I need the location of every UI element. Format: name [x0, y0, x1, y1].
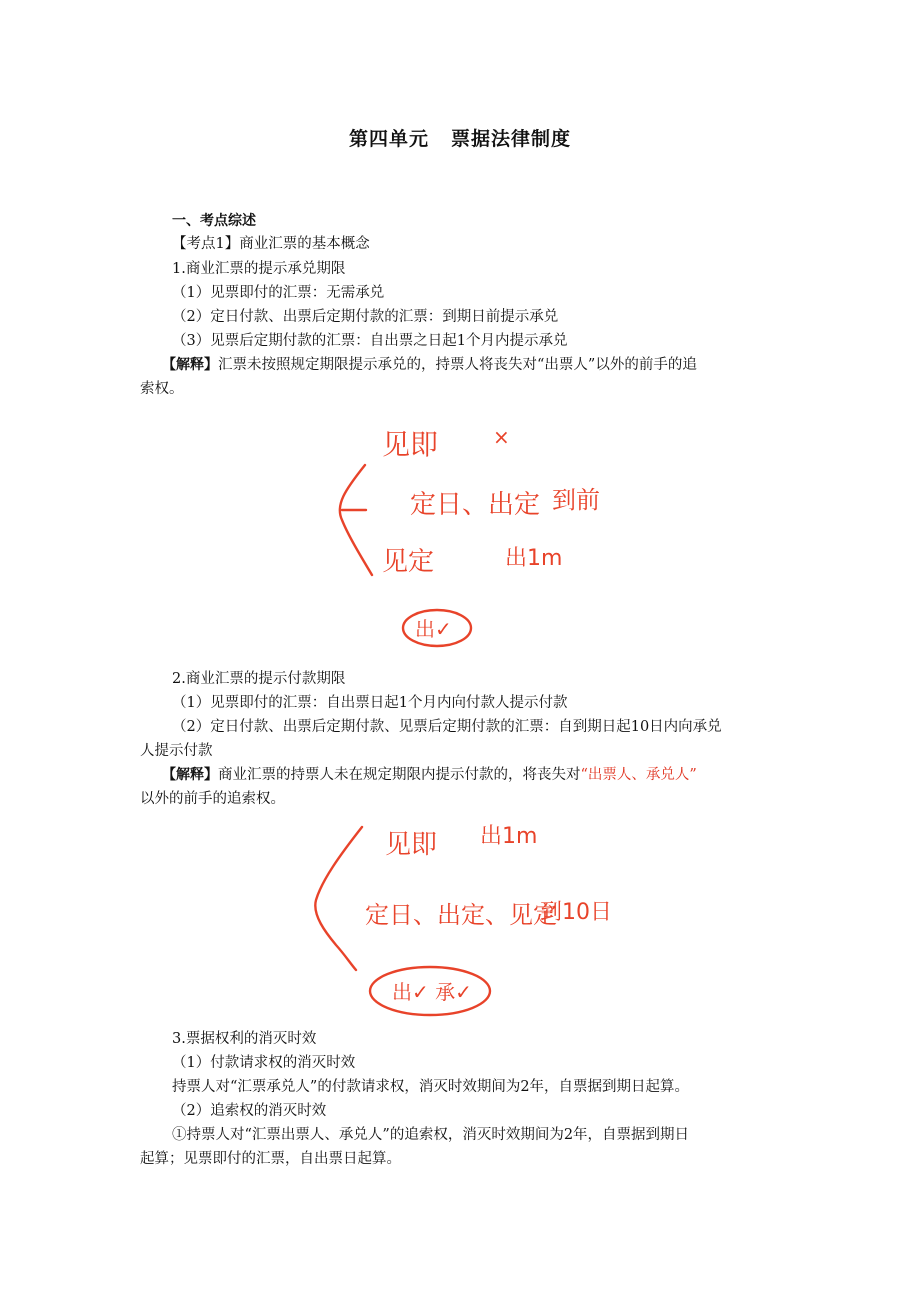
note1-row1-mark: × — [493, 425, 510, 449]
p3-sub-2: （2）追索权的消灭时效 — [172, 1103, 327, 1119]
p3-sub-2-cont: 起算；见票即付的汇票，自出票日起算。 — [140, 1151, 401, 1167]
p2-explain — [162, 766, 697, 784]
note2-row1: 见即 — [385, 830, 438, 860]
explain-text: 商业汇票的持票人未在规定期限内提示付款的，将丧失对 — [218, 767, 581, 783]
brace-2 — [315, 827, 362, 970]
handwritten-note-1 — [320, 410, 640, 660]
p3-sub-1: （1）付款请求权的消灭时效 — [172, 1055, 356, 1071]
handwritten-note-2 — [300, 815, 640, 1030]
note1-row3: 见定 — [382, 547, 435, 577]
note1-row2: 定日、出定 — [410, 490, 541, 520]
unit-number: 第四单元 — [348, 128, 429, 150]
note2-circle-text: 出✓ 承✓ — [392, 980, 472, 1004]
kaodian-prefix: 【考点1】 — [172, 236, 240, 252]
kaodian-line — [172, 235, 370, 253]
brace-1 — [340, 465, 372, 575]
p2-item-2: （2）定日付款、出票后定期付款、见票后定期付款的汇票：自到期日起10日内向承兑 — [172, 719, 722, 735]
explain-highlight: “出票人、承兑人” — [580, 767, 697, 783]
p1-heading: 1.商业汇票的提示承兑期限 — [172, 261, 346, 277]
p1-item-1: （1）见票即付的汇票：无需承兑 — [172, 285, 385, 301]
explain-tag: 【解释】 — [162, 767, 218, 783]
note1-row1: 见即 — [382, 428, 439, 461]
section-heading: 一、考点综述 — [172, 213, 256, 229]
kaodian-title: 商业汇票的基本概念 — [239, 236, 370, 252]
unit-name: 票据法律制度 — [451, 128, 572, 150]
p1-explain-cont: 索权。 — [140, 381, 184, 397]
note1-circle-text: 出✓ — [415, 617, 452, 641]
p3-sub-1-text: 持票人对“汇票承兑人”的付款请求权，消灭时效期间为2年，自票据到期日起算。 — [172, 1079, 690, 1095]
note2-row1-right: 出1m — [480, 824, 538, 849]
p1-item-2: （2）定日付款、出票后定期付款的汇票：到期日前提示承兑 — [172, 309, 559, 325]
p3-sub-2-text: ①持票人对“汇票出票人、承兑人”的追索权，消灭时效期间为2年，自票据到期日 — [172, 1127, 690, 1143]
explain-tag: 【解释】 — [162, 357, 218, 373]
note1-row2-right: 到前 — [552, 486, 600, 514]
p2-item-1: （1）见票即付的汇票：自出票日起1个月内向付款人提示付款 — [172, 695, 568, 711]
note1-row3-right: 出1m — [505, 546, 563, 571]
p1-item-3: （3）见票后定期付款的汇票：自出票之日起1个月内提示承兑 — [172, 333, 568, 349]
note2-row2-right: 到10日 — [540, 900, 612, 925]
p2-heading: 2.商业汇票的提示付款期限 — [172, 671, 346, 687]
p1-explain — [162, 356, 697, 374]
page-title — [0, 124, 920, 151]
p2-item-2-cont: 人提示付款 — [140, 743, 213, 759]
note2-row2: 定日、出定、见定 — [365, 901, 557, 929]
p2-explain-cont: 以外的前手的追索权。 — [140, 791, 285, 807]
explain-text: 汇票未按照规定期限提示承兑的，持票人将丧失对“出票人”以外的前手的追 — [218, 357, 697, 373]
p3-heading: 3.票据权利的消灭时效 — [172, 1031, 317, 1047]
